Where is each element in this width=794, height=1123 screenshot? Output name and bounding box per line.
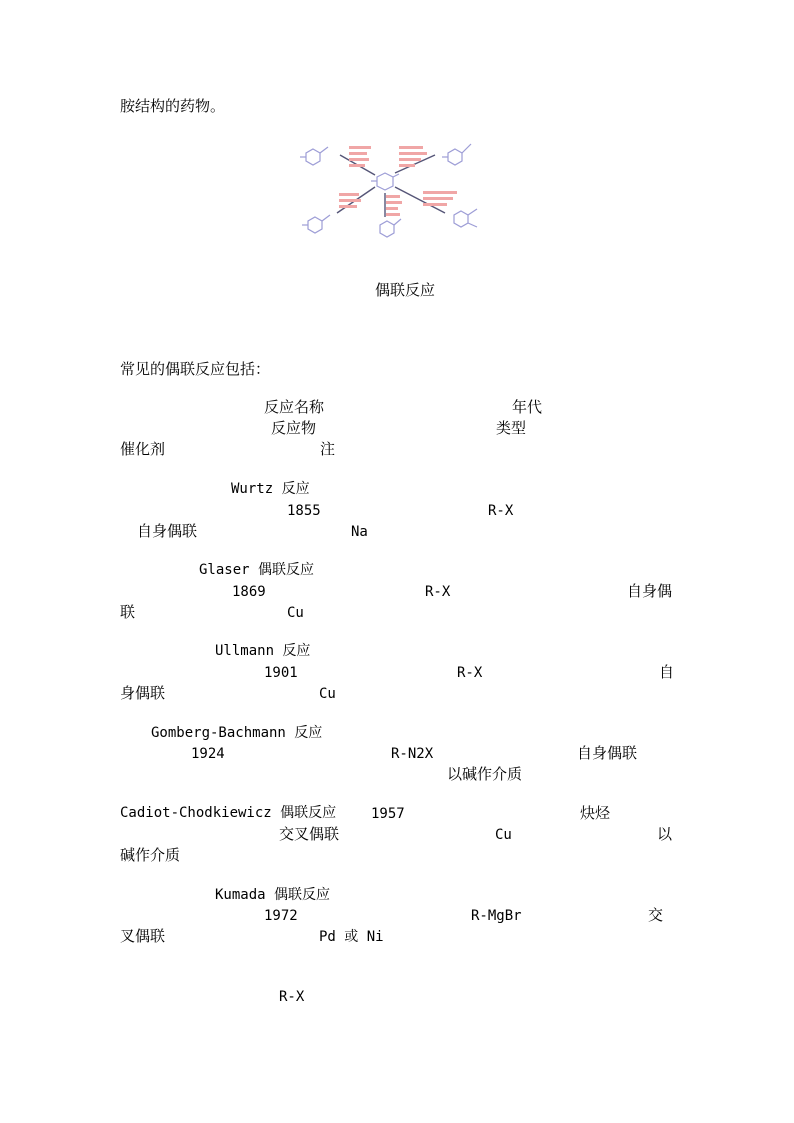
reaction-catalyst: Na <box>351 524 368 540</box>
reaction-reactant: R-MgBr <box>471 908 522 924</box>
reaction-note: 以碱作介质 <box>447 765 523 783</box>
reaction-type-continued: 身偶联 <box>120 684 166 702</box>
reaction-name: Cadiot-Chodkiewicz 偶联反应 <box>120 805 337 821</box>
reaction-catalyst: Cu <box>495 827 512 843</box>
header-name: 反应名称 <box>264 398 325 416</box>
reaction-type: 交 <box>648 906 664 924</box>
reaction-type: 自身偶联 <box>137 522 198 540</box>
reaction-type: 自身偶 <box>627 582 673 600</box>
reaction-year: 1901 <box>264 665 298 681</box>
list-heading: 常见的偶联反应包括： <box>120 360 271 378</box>
figure-caption: 偶联反应 <box>375 281 436 299</box>
reaction-year: 1957 <box>371 806 405 822</box>
reaction-name: Wurtz 反应 <box>231 481 310 497</box>
reaction-name: Ullmann 反应 <box>215 643 311 659</box>
conditions-text-block <box>386 195 400 198</box>
reaction-reactant: R-X <box>425 584 451 600</box>
reaction-catalyst: Pd 或 Ni <box>319 929 384 945</box>
conditions-text-block <box>349 146 371 149</box>
top-left-benzene-ring <box>306 149 320 165</box>
header-catalyst: 催化剂 <box>120 440 166 458</box>
reaction-year: 1972 <box>264 908 298 924</box>
reaction-name: Gomberg-Bachmann 反应 <box>151 725 323 741</box>
reaction-type: 交叉偶联 <box>279 825 340 843</box>
reaction-type-continued: 联 <box>120 603 136 621</box>
reaction-type: 自身偶联 <box>577 744 638 762</box>
header-reactants: 反应物 <box>271 419 317 437</box>
coupling-reaction-figure <box>295 133 505 238</box>
reaction-name: Kumada 偶联反应 <box>215 887 331 903</box>
bottom-right-benzene-ring <box>454 211 468 227</box>
reaction-reactant: R-X <box>279 989 305 1005</box>
reaction-catalyst: Cu <box>319 686 336 702</box>
center-benzene-ring <box>377 173 393 190</box>
conditions-text-block <box>399 146 423 149</box>
reaction-year: 1855 <box>287 503 321 519</box>
reaction-reactant: R-X <box>488 503 514 519</box>
reaction-reactant: 炔烃 <box>580 804 611 822</box>
reaction-reactant: R-X <box>457 665 483 681</box>
top-right-benzene-ring <box>448 149 462 165</box>
intro-text: 胺结构的药物。 <box>120 97 226 115</box>
reaction-type-continued: 叉偶联 <box>120 927 166 945</box>
bottom-left-benzene-ring <box>308 217 322 233</box>
header-year: 年代 <box>512 398 543 416</box>
header-type: 类型 <box>496 419 527 437</box>
conditions-text-block <box>339 193 359 196</box>
reaction-note: 以 <box>657 825 673 843</box>
conditions-text-block <box>423 191 457 194</box>
bottom-center-benzene-ring <box>380 221 394 237</box>
reaction-type: 自 <box>659 663 675 681</box>
reaction-year: 1924 <box>191 746 225 762</box>
reaction-note-continued: 碱作介质 <box>120 846 181 864</box>
reaction-name: Glaser 偶联反应 <box>199 562 315 578</box>
reaction-catalyst: Cu <box>287 605 304 621</box>
reaction-year: 1869 <box>232 584 266 600</box>
header-note: 注 <box>320 440 336 458</box>
reaction-reactant: R-N2X <box>391 746 434 762</box>
